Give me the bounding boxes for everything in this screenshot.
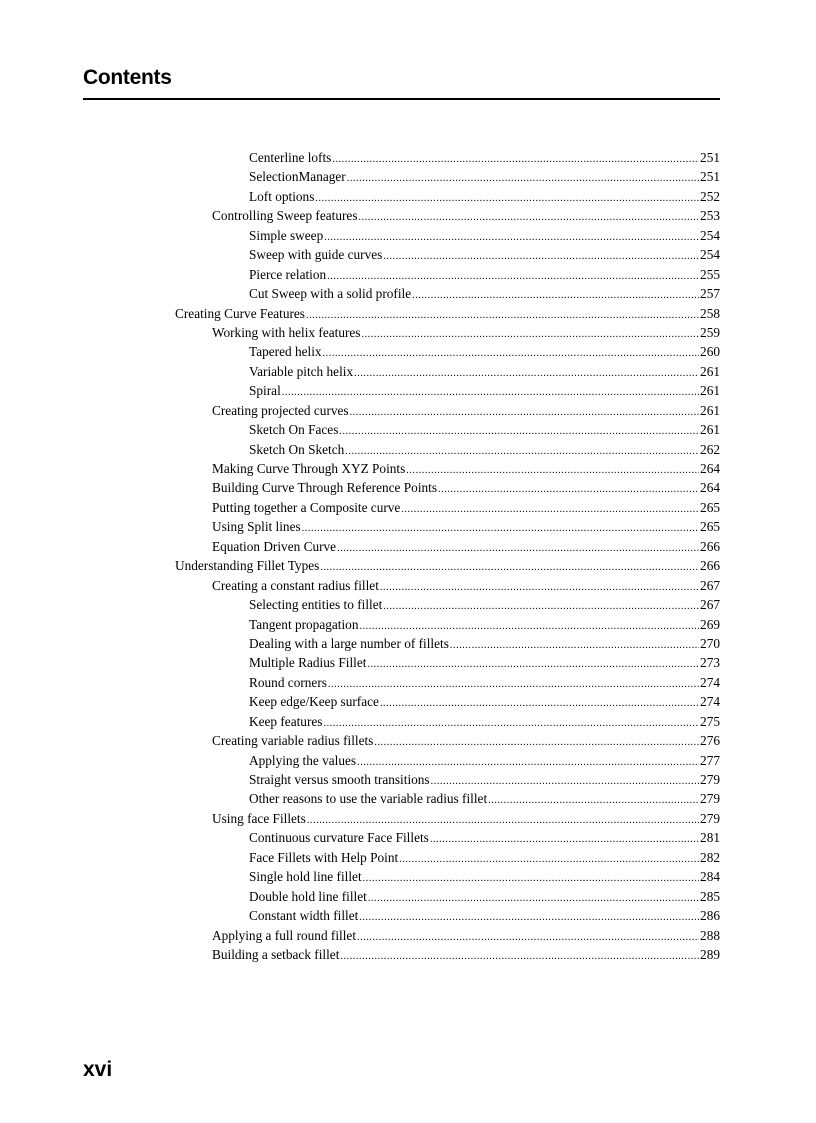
toc-entry-page: 257 xyxy=(700,286,720,302)
dot-leader xyxy=(359,615,699,636)
toc-entry-title: Simple sweep xyxy=(249,227,324,243)
toc-entry-page: 289 xyxy=(700,946,720,962)
toc-entry xyxy=(175,634,720,653)
toc-entry-page: 266 xyxy=(700,558,720,574)
toc-entry-title: Face Fillets with Help Point xyxy=(249,849,399,865)
toc-entry-page: 270 xyxy=(700,635,720,651)
toc-entry-page: 274 xyxy=(700,694,720,710)
dot-leader xyxy=(340,945,699,966)
toc-entry-title: Continuous curvature Face Fillets xyxy=(249,830,429,846)
toc-entry-page: 279 xyxy=(700,810,720,826)
dot-leader xyxy=(401,498,699,519)
toc-entry-title: Multiple Radius Fillet xyxy=(249,655,367,671)
toc-entry-title: Creating variable radius fillets xyxy=(212,733,374,749)
dot-leader xyxy=(307,809,699,830)
toc-entry xyxy=(175,498,720,517)
toc-entry-title: Selecting entities to fillet xyxy=(249,597,383,613)
dot-leader xyxy=(450,634,699,655)
toc-entry xyxy=(175,556,720,575)
toc-entry-page: 282 xyxy=(700,849,720,865)
toc-entry xyxy=(175,226,720,245)
toc-entry xyxy=(175,887,720,906)
toc-entry-title: Keep features xyxy=(249,713,323,729)
dot-leader xyxy=(368,887,699,908)
toc-entry-page: 267 xyxy=(700,577,720,593)
toc-entry-page: 269 xyxy=(700,616,720,632)
toc-entry-page: 264 xyxy=(700,480,720,496)
page-header-title: Contents xyxy=(83,66,172,89)
toc-entry-page: 253 xyxy=(700,208,720,224)
toc-entry xyxy=(175,926,720,945)
toc-entry-title: Cut Sweep with a solid profile xyxy=(249,286,412,302)
toc-entry-title: Working with helix features xyxy=(212,324,361,340)
toc-entry-page: 254 xyxy=(700,227,720,243)
toc-entry-title: Straight versus smooth transitions xyxy=(249,772,430,787)
toc-entry xyxy=(175,731,720,750)
toc-entry-title: Variable pitch helix xyxy=(249,363,354,379)
toc-entry xyxy=(175,576,720,595)
toc-entry xyxy=(175,362,720,381)
toc-entry xyxy=(175,187,720,206)
dot-leader xyxy=(374,731,699,752)
toc-entry-title: Understanding Fillet Types xyxy=(175,558,320,574)
dot-leader xyxy=(363,867,699,888)
dot-leader xyxy=(345,440,699,461)
toc-entry-title: Centerline lofts xyxy=(249,150,332,165)
toc-entry-page: 261 xyxy=(700,422,720,438)
toc-entry xyxy=(175,323,720,342)
toc-entry-page: 265 xyxy=(700,499,720,515)
toc-entry xyxy=(175,809,720,828)
dot-leader xyxy=(359,206,700,227)
toc-entry xyxy=(175,167,720,186)
dot-leader xyxy=(438,478,699,499)
toc-entry-title: Putting together a Composite curve xyxy=(212,499,401,515)
toc-entry-title: Other reasons to use the variable radius fillet xyxy=(249,791,488,807)
toc-entry-page: 279 xyxy=(700,791,720,807)
toc-entry xyxy=(175,420,720,439)
dot-leader xyxy=(323,712,699,733)
toc-entry-page: 281 xyxy=(700,830,720,846)
toc-entry-title: Applying a full round fillet xyxy=(212,927,357,943)
toc-entry-page: 262 xyxy=(700,441,720,457)
dot-leader xyxy=(324,226,699,247)
toc-entry xyxy=(175,478,720,497)
dot-leader xyxy=(383,595,699,616)
dot-leader xyxy=(354,362,699,383)
toc-entry xyxy=(175,692,720,711)
toc-entry-page: 275 xyxy=(700,713,720,729)
toc-entry xyxy=(175,867,720,886)
toc-entry-page: 265 xyxy=(700,519,720,535)
toc-entry-page: 254 xyxy=(700,247,720,263)
toc-entry-title: Spiral xyxy=(249,383,281,399)
dot-leader xyxy=(488,789,699,810)
toc-entry xyxy=(175,848,720,867)
toc-entry xyxy=(175,653,720,672)
toc-entry-page: 276 xyxy=(700,733,720,749)
dot-leader xyxy=(347,167,699,188)
table-of-contents xyxy=(175,148,720,964)
toc-entry-title: Equation Driven Curve xyxy=(212,538,337,554)
dot-leader xyxy=(282,381,699,402)
toc-entry-page: 261 xyxy=(700,383,720,399)
dot-leader xyxy=(399,848,699,869)
toc-entry xyxy=(175,517,720,536)
toc-entry xyxy=(175,459,720,478)
toc-entry xyxy=(175,595,720,614)
dot-leader xyxy=(328,673,699,694)
toc-entry-title: Building Curve Through Reference Points xyxy=(212,480,438,496)
dot-leader xyxy=(430,828,699,849)
toc-entry-title: Single hold line fillet xyxy=(249,869,362,885)
toc-entry-title: Controlling Sweep features xyxy=(212,208,358,224)
dot-leader xyxy=(431,770,699,791)
toc-entry xyxy=(175,673,720,692)
dot-leader xyxy=(350,401,699,422)
toc-entry xyxy=(175,245,720,264)
toc-entry-title: Keep edge/Keep surface xyxy=(249,694,379,710)
toc-entry-page: 286 xyxy=(700,908,720,924)
toc-entry-page: 260 xyxy=(700,344,720,360)
dot-leader xyxy=(327,265,699,286)
toc-entry-title: Double hold line fillet xyxy=(249,888,367,904)
toc-entry-title: Pierce relation xyxy=(249,266,327,282)
dot-leader xyxy=(380,692,699,713)
toc-entry-title: Building a setback fillet xyxy=(212,946,340,962)
toc-entry xyxy=(175,770,720,789)
dot-leader xyxy=(302,517,699,538)
toc-entry xyxy=(175,537,720,556)
toc-entry xyxy=(175,789,720,808)
toc-entry-title: Creating projected curves xyxy=(212,402,349,418)
dot-leader xyxy=(337,537,699,558)
toc-entry-page: 288 xyxy=(700,927,720,943)
dot-leader xyxy=(367,653,699,674)
dot-leader xyxy=(306,304,699,325)
toc-entry xyxy=(175,615,720,634)
toc-entry-page: 259 xyxy=(700,324,720,340)
toc-entry-page: 264 xyxy=(700,461,720,476)
toc-entry-title: Tangent propagation xyxy=(249,616,359,632)
toc-entry xyxy=(175,148,720,167)
toc-entry-page: 266 xyxy=(700,538,720,554)
toc-entry xyxy=(175,342,720,361)
toc-entry xyxy=(175,265,720,284)
toc-entry-page: 267 xyxy=(700,597,720,613)
toc-entry-page: 273 xyxy=(700,655,720,671)
toc-entry xyxy=(175,751,720,770)
dot-leader xyxy=(357,751,699,772)
dot-leader xyxy=(383,245,699,266)
dot-leader xyxy=(412,284,699,305)
dot-leader xyxy=(320,556,699,577)
dot-leader xyxy=(339,420,699,441)
dot-leader xyxy=(357,926,699,947)
dot-leader xyxy=(332,148,699,169)
toc-entry xyxy=(175,381,720,400)
toc-entry-page: 255 xyxy=(700,266,720,282)
toc-entry-title: Sweep with guide curves xyxy=(249,247,383,263)
toc-entry-page: 261 xyxy=(700,402,720,418)
toc-entry-title: Loft options xyxy=(249,188,315,204)
page-number: xvi xyxy=(83,1058,113,1081)
toc-entry-page: 274 xyxy=(700,674,720,690)
toc-entry xyxy=(175,284,720,303)
toc-entry-page: 277 xyxy=(700,752,720,768)
toc-entry-page: 251 xyxy=(700,150,720,165)
toc-entry-title: SelectionManager xyxy=(249,169,346,185)
toc-entry xyxy=(175,206,720,225)
toc-entry-title: Tapered helix xyxy=(249,344,322,360)
dot-leader xyxy=(406,459,699,480)
dot-leader xyxy=(315,187,699,208)
toc-entry-title: Constant width fillet xyxy=(249,908,359,924)
toc-entry-page: 251 xyxy=(700,169,720,185)
toc-entry-page: 261 xyxy=(700,363,720,379)
dot-leader xyxy=(380,576,699,597)
dot-leader xyxy=(359,906,699,927)
toc-entry-title: Sketch On Sketch xyxy=(249,441,345,457)
toc-entry-title: Dealing with a large number of fillets xyxy=(249,635,449,651)
toc-entry-title: Using Split lines xyxy=(212,519,301,535)
toc-entry-title: Creating Curve Features xyxy=(175,305,305,321)
toc-entry-page: 285 xyxy=(700,888,720,904)
toc-entry-title: Creating a constant radius fillet xyxy=(212,577,379,593)
toc-entry xyxy=(175,712,720,731)
toc-entry-title: Using face Fillets xyxy=(212,810,306,826)
toc-entry-page: 284 xyxy=(700,869,720,885)
toc-entry-page: 252 xyxy=(700,188,720,204)
dot-leader xyxy=(323,342,700,363)
toc-entry-title: Applying the values xyxy=(249,752,357,768)
toc-entry xyxy=(175,945,720,964)
toc-entry-page: 258 xyxy=(700,305,720,321)
toc-entry-title: Round corners xyxy=(249,674,327,690)
toc-entry-title: Sketch On Faces xyxy=(249,422,339,438)
toc-entry xyxy=(175,304,720,323)
toc-entry xyxy=(175,828,720,847)
toc-entry-page: 279 xyxy=(700,772,720,787)
toc-entry xyxy=(175,906,720,925)
toc-entry xyxy=(175,440,720,459)
dot-leader xyxy=(361,323,699,344)
header-rule xyxy=(83,98,720,100)
toc-entry xyxy=(175,401,720,420)
toc-entry-title: Making Curve Through XYZ Points xyxy=(212,461,406,476)
